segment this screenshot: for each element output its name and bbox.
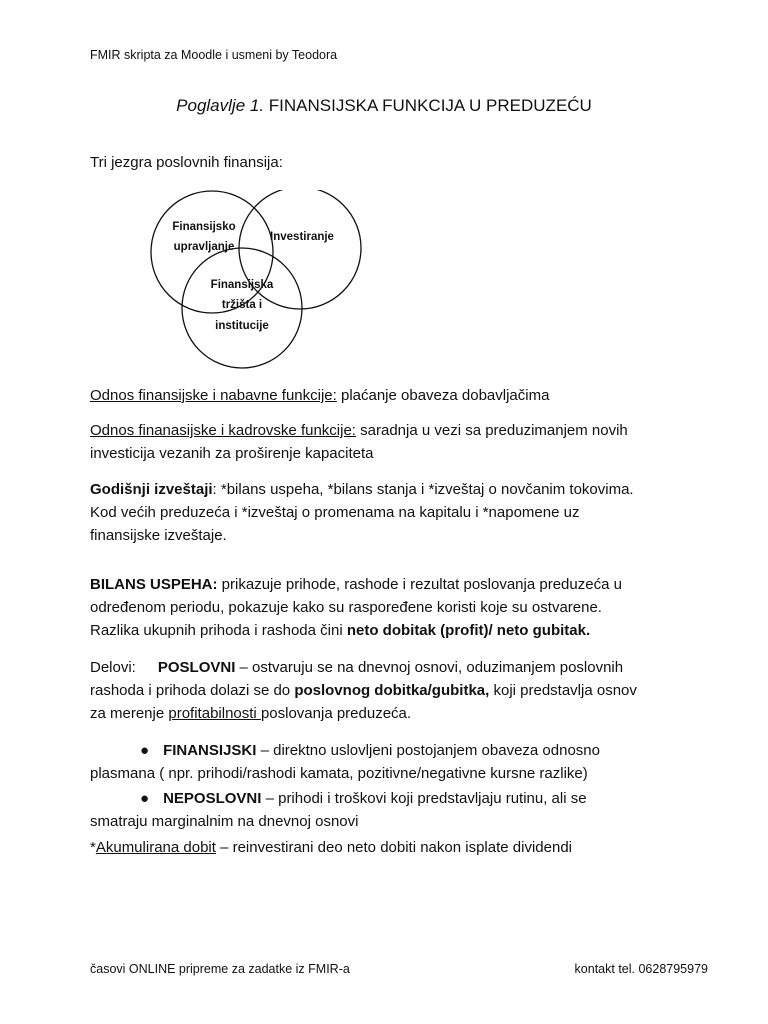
para-parts-line2a: rashoda i prihoda dolazi se do [90,682,295,699]
para-annual-reports-line1: : *bilans uspeha, *bilans stanja i *izveštaj o novčanim tokovima. [212,481,634,498]
para-procurement-text: plaćanje obaveza dobavljačima [336,387,550,404]
page-header: FMIR skripta za Moodle i usmeni by Teodora [90,48,338,62]
para-parts-line3c: poslovanja preduzeća. [260,705,412,722]
para-procurement [90,384,700,407]
venn-label-markets-3: institucije [215,320,269,332]
para-parts [90,656,700,725]
para-annual-reports-line2: Kod većih preduzeća i *izveštaj o promenama na kapitalu i *napomene uz [90,504,580,521]
para-parts-label: Delovi: [90,659,136,676]
para-annual-reports-label: Godišnji izveštaji [90,481,213,498]
para-income-statement-line3b: neto dobitak (profit)/ neto gubitak. [346,622,591,639]
bullet-nonoperating-label: NEPOSLOVNI [163,790,262,807]
chapter-title: FINANSIJSKA FUNKCIJA U PREDUZEĆU [268,96,592,115]
para-parts-line2b: poslovnog dobitka/gubitka, [294,682,490,699]
note-text: – reinvestirani deo neto dobiti nakon isplate dividendi [215,839,572,856]
para-parts-kind: POSLOVNI [157,659,236,676]
bullet-nonoperating [90,787,700,833]
bullet-dot-icon: ● [140,790,150,807]
bullet-nonoperating-line2: smatraju marginalnim na dnevnoj osnovi [90,813,359,830]
para-hr-line1: saradnja u vezi sa preduzimanjem novih [355,422,628,439]
bullet-financial [90,739,700,785]
venn-label-markets-1: Finansijska [210,279,274,291]
para-income-statement-line1: prikazuje prihode, rashode i rezultat poslovanja preduzeća u [217,576,622,593]
para-hr-line2: investicija vezanih za proširenje kapaciteta [90,445,374,462]
bullet-nonoperating-line1: – prihodi i troškovi koji predstavljaju rutinu, ali se [261,790,587,807]
intro-text: Tri jezgra poslovnih finansija: [90,154,283,171]
footer-right: kontakt tel. 0628795979 [574,962,708,976]
para-procurement-label: Odnos finansijske i nabavne funkcije: [90,387,337,404]
para-annual-reports-line3: finansijske izveštaje. [90,527,227,544]
chapter-label: Poglavlje 1. [176,96,265,115]
bullet-financial-line1: – direktno uslovljeni postojanjem obaveza odnosno [256,742,600,759]
para-income-statement-label: BILANS USPEHA: [90,576,218,593]
para-income-statement-line3a: Razlika ukupnih prihoda i rashoda čini [90,622,347,639]
page-title [0,96,768,116]
para-hr [90,419,700,465]
venn-label-markets-2: tržišta i [221,299,263,311]
para-income-statement-line2: određenom periodu, pokazuje kako su raspoređene koristi koje su ostvarene. [90,599,602,616]
note-retained-earnings [90,836,700,859]
bullet-dot-icon: ● [140,742,150,759]
note-label: Akumulirana dobit [95,839,216,856]
venn-label-investing: Investiranje [270,231,334,243]
bullet-financial-line2: plasmana ( npr. prihodi/rashodi kamata, pozitivne/negativne kursne razlike) [90,765,588,782]
footer-left: časovi ONLINE pripreme za zadatke iz FMIR-a [90,962,350,976]
venn-label-management-1: Finansijsko [172,221,236,233]
venn-label-management-2: upravljanje [173,241,235,253]
para-hr-label: Odnos finanasijske i kadrovske funkcije: [90,422,356,439]
bullet-financial-label: FINANSIJSKI [163,742,257,759]
para-parts-line1: – ostvaruju se na dnevnoj osnovi, oduzimanjem poslovnih [235,659,624,676]
note-prefix: * [90,839,96,856]
para-income-statement [90,573,700,642]
venn-diagram [140,190,380,370]
para-parts-line3a: za merenje [90,705,169,722]
para-parts-line3b: profitabilnosti [168,705,261,722]
para-annual-reports [90,478,700,547]
para-parts-line2c: koji predstavlja osnov [489,682,637,699]
